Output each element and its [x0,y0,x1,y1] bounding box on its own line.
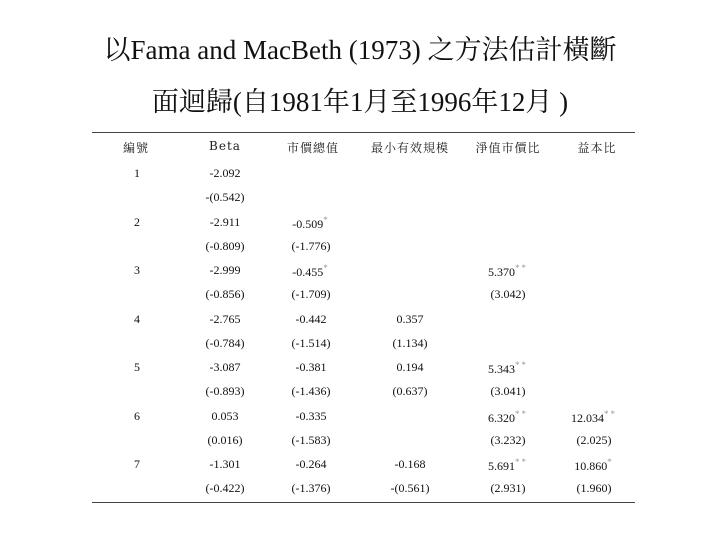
header-min-effective-size: 最小有效規模 [370,141,450,155]
coefficient-cell [296,312,327,327]
coefficient-cell [212,409,239,424]
t-statistic-cell: (-1.709) [291,287,331,301]
t-statistic-cell: (-1.436) [291,384,331,398]
coefficient-value: 10.860 [574,459,608,473]
header-book-to-market: 淨值市價比 [475,141,541,155]
table-top-rule [92,132,635,133]
significance-marker: ** [604,408,617,419]
t-statistic-cell: (3.041) [490,384,526,398]
header-beta: Beta [209,139,241,153]
t-statistic-cell: (3.232) [490,432,526,447]
model-number: 4 [134,311,140,326]
slide-title-line-1: 以Fama and MacBeth (1973) 之方法估計橫斷 [103,35,617,65]
coefficient-cell [571,409,617,426]
model-number: 2 [134,214,140,229]
significance-marker: ** [515,263,528,273]
coefficient-cell [296,360,327,375]
coefficient-value: 0.194 [396,360,424,374]
model-number: 7 [134,457,140,471]
t-statistic-cell: -(0.561) [390,481,430,495]
t-statistic-cell: (0.637) [392,384,428,398]
coefficient-value: -0.335 [295,408,327,423]
coefficient-value: -2.765 [209,311,241,326]
t-statistic-cell: (1.960) [576,481,612,495]
model-number: 5 [134,360,140,374]
coefficient-cell [488,360,528,377]
coefficient-value: -2.092 [209,166,241,180]
t-statistic-cell: -(0.542) [205,190,245,204]
coefficient-value: -1.301 [209,457,241,471]
model-number: 6 [134,408,140,423]
coefficient-value: -0.455 [292,265,324,279]
coefficient-cell [210,215,241,230]
coefficient-cell [488,409,528,426]
t-statistic-cell: (-0.809) [205,238,245,253]
coefficient-cell [292,215,330,232]
coefficient-value: 5.691 [488,459,515,473]
header-market-value: 市價總值 [286,141,340,155]
significance-marker: * [323,214,330,225]
significance-marker: ** [515,408,528,419]
coefficient-cell [397,312,424,327]
coefficient-value: -0.381 [295,360,327,374]
t-statistic-cell: (-1.776) [291,238,331,253]
coefficient-cell [488,457,528,474]
significance-marker: ** [515,457,528,467]
coefficient-value: 5.370 [488,265,515,279]
coefficient-cell [574,457,614,474]
coefficient-cell [296,409,327,424]
coefficient-cell [210,360,241,375]
t-statistic-cell: (0.016) [207,432,243,447]
coefficient-cell [210,457,241,472]
coefficient-cell [210,312,241,327]
coefficient-value: 0.053 [211,408,239,423]
coefficient-cell [488,263,528,280]
coefficient-value: 0.357 [396,311,424,326]
coefficient-cell [210,263,241,278]
coefficient-cell [210,166,241,181]
coefficient-cell [395,457,426,472]
coefficient-value: 6.320 [488,410,515,425]
model-number: 3 [134,263,140,277]
coefficient-value: 5.343 [488,362,515,376]
coefficient-value: -0.264 [295,457,327,471]
coefficient-value: -0.168 [394,457,426,471]
coefficient-cell [292,263,330,280]
significance-marker: * [607,457,614,467]
t-statistic-cell: (-1.376) [291,481,331,495]
t-statistic-cell: (-1.514) [291,335,331,350]
t-statistic-cell: (2.931) [490,481,526,495]
coefficient-cell [296,457,327,472]
slide-title-line-2: 面迴歸(自1981年1月至1996年12月 ) [151,87,569,117]
t-statistic-cell: (-0.893) [205,384,245,398]
coefficient-cell [397,360,424,375]
coefficient-value: 12.034 [571,410,604,425]
model-number: 1 [134,166,140,180]
t-statistic-cell: (-0.422) [205,481,245,495]
t-statistic-cell: (-1.583) [291,432,331,447]
coefficient-value: -0.509 [292,216,324,231]
t-statistic-cell: (3.042) [490,287,526,301]
table-bottom-rule [92,502,635,503]
significance-marker: * [323,263,330,273]
t-statistic-cell: (-0.784) [205,335,245,350]
t-statistic-cell: (1.134) [392,335,428,350]
coefficient-value: -0.442 [295,311,327,326]
t-statistic-cell: (2.025) [576,432,612,447]
coefficient-value: -2.911 [209,214,241,229]
coefficient-value: -2.999 [209,263,241,277]
coefficient-value: -3.087 [209,360,241,374]
header-number: 編號 [122,141,150,155]
t-statistic-cell: (-0.856) [205,287,245,301]
header-earnings-price: 益本比 [577,141,617,155]
significance-marker: ** [515,360,528,370]
